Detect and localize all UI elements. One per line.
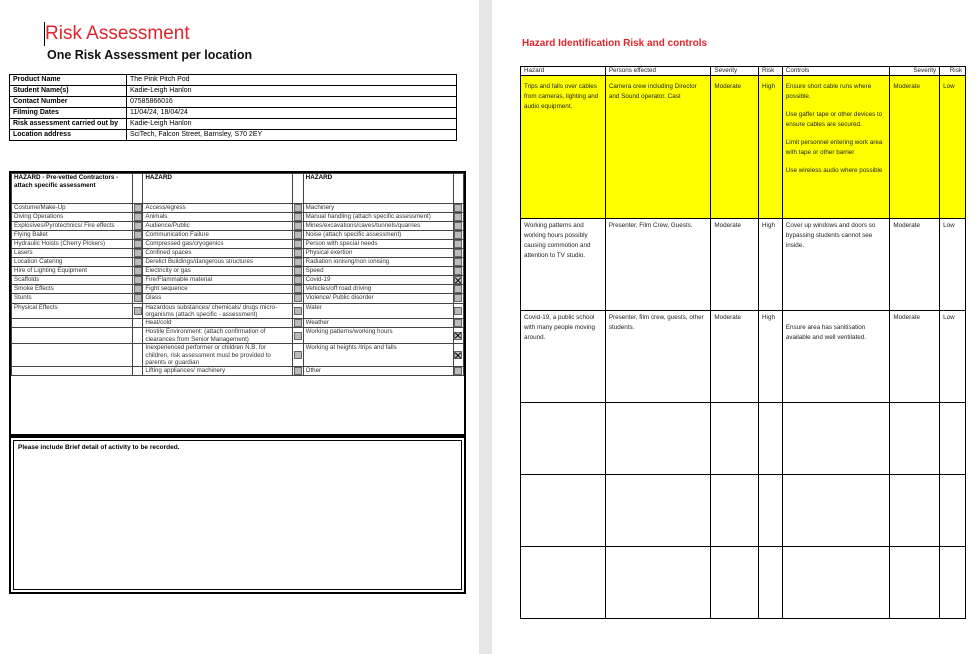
checkbox-cell bbox=[453, 267, 463, 276]
hazard-checkbox[interactable] bbox=[294, 276, 302, 284]
hazard-item bbox=[12, 344, 133, 367]
hazard-row bbox=[12, 240, 464, 249]
checkbox-cell bbox=[293, 249, 303, 258]
empty-cell[interactable] bbox=[605, 475, 711, 547]
info-label: Contact Number bbox=[10, 97, 127, 108]
empty-cell[interactable] bbox=[711, 475, 759, 547]
hazard-checkbox[interactable] bbox=[294, 332, 302, 340]
cell-hazard[interactable] bbox=[521, 219, 606, 311]
cell-hazard[interactable] bbox=[521, 76, 606, 219]
hazard-item: Fire/Flammable material bbox=[143, 276, 293, 285]
checkbox-cell bbox=[293, 294, 303, 303]
hazard-checkbox[interactable] bbox=[294, 351, 302, 359]
info-label: Student Name(s) bbox=[10, 86, 127, 97]
hazard-row bbox=[12, 249, 464, 258]
hazard-checkbox[interactable] bbox=[294, 267, 302, 275]
cell-hazard[interactable] bbox=[521, 311, 606, 403]
checkbox-cell bbox=[133, 213, 143, 222]
hazard-checkbox[interactable] bbox=[134, 267, 142, 275]
risk2-text: Low bbox=[943, 83, 955, 90]
cell-severity2[interactable] bbox=[890, 219, 940, 311]
hazard-checkbox[interactable] bbox=[454, 222, 462, 230]
checkbox-cell bbox=[453, 240, 463, 249]
hazard-item: Weather bbox=[303, 319, 453, 328]
info-label: Risk assessment carried out by bbox=[10, 119, 127, 130]
hazard-item: Working patterns/working hours bbox=[303, 328, 453, 344]
empty-cell[interactable] bbox=[711, 547, 759, 619]
hazard-checkbox[interactable] bbox=[294, 285, 302, 293]
hazard-checkbox[interactable] bbox=[454, 267, 462, 275]
checkbox-cell bbox=[293, 285, 303, 294]
checkbox-cell bbox=[453, 344, 463, 367]
info-row bbox=[10, 97, 457, 108]
column-header: Severity bbox=[890, 67, 940, 76]
empty-cell[interactable] bbox=[940, 547, 966, 619]
empty-row bbox=[521, 547, 966, 619]
hazard-row bbox=[12, 344, 464, 367]
activity-note: Please include Brief detail of activity to be recorded. bbox=[13, 440, 462, 590]
activity-box[interactable] bbox=[9, 436, 466, 594]
hazard-item: Person with special needs bbox=[303, 240, 453, 249]
checkbox-cell bbox=[133, 240, 143, 249]
checkbox-cell bbox=[133, 258, 143, 267]
cell-risk[interactable] bbox=[759, 76, 783, 219]
risk-text: High bbox=[762, 314, 775, 321]
checkbox-cell bbox=[293, 267, 303, 276]
empty-cell[interactable] bbox=[605, 547, 711, 619]
hazard-checkbox[interactable] bbox=[294, 367, 302, 375]
empty-cell[interactable] bbox=[782, 403, 890, 475]
hazard-checkbox[interactable] bbox=[294, 213, 302, 221]
hazard-checkbox[interactable] bbox=[134, 240, 142, 248]
checkbox-cell bbox=[453, 258, 463, 267]
hazard-item: Diving Operations bbox=[12, 213, 133, 222]
hazard-item: Vehicles/off road driving bbox=[303, 285, 453, 294]
hazard-checkbox[interactable] bbox=[454, 307, 462, 315]
controls-table bbox=[520, 66, 966, 619]
cell-severity2[interactable] bbox=[890, 311, 940, 403]
column-header: Severity bbox=[711, 67, 759, 76]
control-item: Cover up windows and doors so bypassing students cannot see inside. bbox=[785, 222, 876, 249]
empty-cell[interactable] bbox=[940, 475, 966, 547]
cell-risk[interactable] bbox=[759, 219, 783, 311]
empty-cell[interactable] bbox=[521, 475, 606, 547]
severity-text: Moderate bbox=[714, 83, 742, 90]
hazard-item: Working at heights /trips and falls bbox=[303, 344, 453, 367]
hazard-checkbox[interactable] bbox=[134, 294, 142, 302]
hazard-header: HAZARD bbox=[143, 174, 293, 204]
hazard-header: HAZARD - Pre-vetted Contractors - attach specific assessment bbox=[12, 174, 133, 204]
column-header: Risk bbox=[940, 67, 966, 76]
hazard-checkbox[interactable] bbox=[294, 319, 302, 327]
checkbox-cell bbox=[453, 222, 463, 231]
hazard-row bbox=[12, 294, 464, 303]
severity2-text: Moderate bbox=[893, 83, 921, 90]
risk-text: High bbox=[762, 83, 775, 90]
column-header: Persons effected bbox=[605, 67, 711, 76]
checkbox-cell bbox=[293, 222, 303, 231]
column-header: Hazard bbox=[521, 67, 606, 76]
hazard-checkbox[interactable] bbox=[294, 294, 302, 302]
checkbox-cell bbox=[133, 328, 143, 344]
empty-cell[interactable] bbox=[605, 403, 711, 475]
hazard-item: Location Catering bbox=[12, 258, 133, 267]
hazard-item: Costume/Make-Up bbox=[12, 204, 133, 213]
hazard-row bbox=[12, 231, 464, 240]
controls-header-row bbox=[521, 67, 966, 76]
empty-cell[interactable] bbox=[890, 403, 940, 475]
hazard-checkbox[interactable] bbox=[294, 249, 302, 257]
hazard-checkbox[interactable] bbox=[454, 276, 462, 284]
info-row bbox=[10, 86, 457, 97]
info-row bbox=[10, 108, 457, 119]
hazard-checkbox[interactable] bbox=[294, 307, 302, 315]
checkbox-cell bbox=[293, 240, 303, 249]
hazard-checkbox[interactable] bbox=[454, 285, 462, 293]
info-value[interactable]: 11/04/24, 18/04/24 bbox=[127, 108, 457, 119]
hazard-item: Compressed gas/cryogenics bbox=[143, 240, 293, 249]
cell-controls[interactable] bbox=[782, 76, 890, 219]
hazard-row bbox=[12, 213, 464, 222]
checkbox-header bbox=[293, 174, 303, 204]
risk2-text: Low bbox=[943, 314, 955, 321]
checkbox-cell bbox=[293, 276, 303, 285]
info-label: Product Name bbox=[10, 75, 127, 86]
hazard-text: Working patterns and working hours possibly causing commotion and attention to TV studio. bbox=[524, 222, 591, 259]
checkbox-cell bbox=[293, 213, 303, 222]
risk2-text: Low bbox=[943, 222, 955, 229]
checkbox-cell bbox=[453, 319, 463, 328]
info-row bbox=[10, 119, 457, 130]
hazard-item: Noise (attach specific assessment) bbox=[303, 231, 453, 240]
hazard-row bbox=[12, 319, 464, 328]
hazard-item: Other bbox=[303, 367, 453, 376]
hazard-item: Flying Ballet bbox=[12, 231, 133, 240]
hazard-item: Radiation ionising/non ionising bbox=[303, 258, 453, 267]
checkbox-cell bbox=[133, 285, 143, 294]
cell-severity[interactable] bbox=[711, 219, 759, 311]
controls-row bbox=[521, 311, 966, 403]
info-value[interactable]: 07585866016 bbox=[127, 97, 457, 108]
cell-controls[interactable] bbox=[782, 311, 890, 403]
info-row bbox=[10, 130, 457, 141]
hazard-item: Stunts bbox=[12, 294, 133, 303]
hazard-header: HAZARD bbox=[303, 174, 453, 204]
column-header: Risk bbox=[759, 67, 783, 76]
checkbox-cell bbox=[453, 294, 463, 303]
hazard-checkbox[interactable] bbox=[454, 213, 462, 221]
checkbox-cell bbox=[133, 204, 143, 213]
hazard-item: Explosives/Pyrotechnics/ Fire effects bbox=[12, 222, 133, 231]
hazard-item: Confined spaces bbox=[143, 249, 293, 258]
hazard-checkbox[interactable] bbox=[454, 249, 462, 257]
page-left bbox=[0, 0, 479, 654]
cell-severity2[interactable] bbox=[890, 76, 940, 219]
checkbox-cell bbox=[133, 344, 143, 367]
hazard-checkbox[interactable] bbox=[134, 285, 142, 293]
checkbox-cell bbox=[133, 303, 143, 319]
hazard-item: Manual handling (attach specific assessment) bbox=[303, 213, 453, 222]
checkbox-cell bbox=[133, 319, 143, 328]
hazard-item: Access/egress bbox=[143, 204, 293, 213]
hazard-checkbox[interactable] bbox=[134, 276, 142, 284]
checkbox-cell bbox=[293, 328, 303, 344]
checkbox-cell bbox=[453, 285, 463, 294]
empty-row bbox=[521, 403, 966, 475]
hazard-row bbox=[12, 276, 464, 285]
hazard-row bbox=[12, 303, 464, 319]
checkbox-cell bbox=[293, 231, 303, 240]
hazard-checkbox[interactable] bbox=[294, 240, 302, 248]
hazard-row bbox=[12, 285, 464, 294]
checkbox-cell bbox=[453, 303, 463, 319]
hazard-checkbox[interactable] bbox=[134, 231, 142, 239]
hazard-checkbox[interactable] bbox=[134, 204, 142, 212]
cell-severity[interactable] bbox=[711, 311, 759, 403]
hazard-checkbox[interactable] bbox=[134, 222, 142, 230]
controls-row bbox=[521, 76, 966, 219]
hazard-checkbox[interactable] bbox=[294, 258, 302, 266]
checkbox-header bbox=[133, 174, 143, 204]
hazard-checkbox[interactable] bbox=[454, 204, 462, 212]
info-value[interactable]: Kadie-Leigh Hanlon bbox=[127, 119, 457, 130]
hazard-item: Derelict Buildings/dangerous structures bbox=[143, 258, 293, 267]
cell-severity[interactable] bbox=[711, 76, 759, 219]
severity-text: Moderate bbox=[714, 222, 742, 229]
checkbox-cell bbox=[453, 367, 463, 376]
info-row bbox=[10, 75, 457, 86]
checkbox-cell bbox=[453, 213, 463, 222]
page-right bbox=[492, 0, 979, 654]
persons-text: Presenter, Film Crew, Guests. bbox=[608, 222, 693, 229]
hazard-item bbox=[12, 367, 133, 376]
persons-text: Presenter, film crew, guests, other students. bbox=[608, 314, 704, 331]
hazard-row bbox=[12, 204, 464, 213]
hazard-checkbox[interactable] bbox=[454, 294, 462, 302]
hazard-item: Physical exertion bbox=[303, 249, 453, 258]
hazard-item: Smoke Effects bbox=[12, 285, 133, 294]
checkbox-cell bbox=[133, 294, 143, 303]
hazard-checkbox[interactable] bbox=[454, 231, 462, 239]
hazard-item: Hostile Environment: (attach confirmation of clearances from Senior Management) bbox=[143, 328, 293, 344]
info-value[interactable]: The Pink Pitch Pod bbox=[127, 75, 457, 86]
empty-cell[interactable] bbox=[759, 403, 783, 475]
hazard-row bbox=[12, 258, 464, 267]
column-header: Controls bbox=[782, 67, 890, 76]
empty-cell[interactable] bbox=[521, 403, 606, 475]
checkbox-cell bbox=[293, 367, 303, 376]
hazard-item: Animals bbox=[143, 213, 293, 222]
empty-cell[interactable] bbox=[890, 475, 940, 547]
hazard-item: Lasers bbox=[12, 249, 133, 258]
control-item: Use gaffer tape or other devices to ensure cables are secured. bbox=[785, 111, 883, 128]
control-item: Use wireless audio where possible bbox=[785, 167, 883, 174]
document-title: Risk Assessment bbox=[45, 23, 190, 44]
hazard-item: Violence/ Public disorder bbox=[303, 294, 453, 303]
checkbox-header bbox=[453, 174, 463, 204]
info-value[interactable]: SciTech, Falcon Street, Barnsley, S70 2EY bbox=[127, 130, 457, 141]
hazard-text: Trips and falls over cables from cameras, lighting and audio equipment. bbox=[524, 83, 599, 110]
control-item: Ensure short cable runs where possible. bbox=[785, 83, 872, 100]
hazard-checkbox[interactable] bbox=[134, 258, 142, 266]
checkbox-cell bbox=[453, 204, 463, 213]
checkbox-cell bbox=[293, 204, 303, 213]
checkbox-cell bbox=[133, 267, 143, 276]
hazard-row bbox=[12, 267, 464, 276]
severity-text: Moderate bbox=[714, 314, 742, 321]
hazard-item: Electricity or gas bbox=[143, 267, 293, 276]
hazard-checkbox[interactable] bbox=[294, 204, 302, 212]
hazard-row bbox=[12, 328, 464, 344]
checkbox-cell bbox=[293, 319, 303, 328]
cell-risk2[interactable] bbox=[940, 76, 966, 219]
hazard-item: Hire of Lighting Equipment bbox=[12, 267, 133, 276]
checkbox-cell bbox=[133, 249, 143, 258]
controls-title: Hazard Identification Risk and controls bbox=[522, 38, 708, 49]
hazard-item: Speed bbox=[303, 267, 453, 276]
cell-persons[interactable] bbox=[605, 76, 711, 219]
hazard-item bbox=[12, 319, 133, 328]
controls-row bbox=[521, 219, 966, 311]
hazard-item: Lifting appliances/ machinery bbox=[143, 367, 293, 376]
hazard-item: Glass bbox=[143, 294, 293, 303]
empty-row bbox=[521, 475, 966, 547]
hazard-item: Fight sequence bbox=[143, 285, 293, 294]
empty-cell[interactable] bbox=[711, 403, 759, 475]
empty-cell[interactable] bbox=[782, 475, 890, 547]
hazard-item: Scaffolds bbox=[12, 276, 133, 285]
hazard-item: Communication Failure bbox=[143, 231, 293, 240]
checkbox-cell bbox=[453, 249, 463, 258]
hazard-item: Heat/cold bbox=[143, 319, 293, 328]
hazard-item: Inexperienced performer or children N.B. for children, risk assessment must be provided to parents or guardian bbox=[143, 344, 293, 367]
hazard-checkbox[interactable] bbox=[454, 319, 462, 327]
hazard-header-row bbox=[12, 174, 464, 204]
hazard-checklist bbox=[9, 171, 466, 436]
info-label: Location address bbox=[10, 130, 127, 141]
hazard-item: Hazardous substances/ chemicals/ drugs micro-organisms (attach specific - assessment) bbox=[143, 303, 293, 319]
hazard-item: Physical Effects bbox=[12, 303, 133, 319]
checkbox-cell bbox=[293, 258, 303, 267]
document-subtitle: One Risk Assessment per location bbox=[47, 48, 253, 62]
info-value[interactable]: Kadie-Leigh Hanlon bbox=[127, 86, 457, 97]
hazard-item bbox=[12, 328, 133, 344]
control-item: Limit personnel entering work area with tape or other barrier bbox=[785, 139, 883, 156]
info-label: Filming Dates bbox=[10, 108, 127, 119]
hazard-item: Covid-19 bbox=[303, 276, 453, 285]
hazard-item: Hydraulic Hoists (Cherry Pickers) bbox=[12, 240, 133, 249]
empty-cell[interactable] bbox=[782, 547, 890, 619]
risk-text: High bbox=[762, 222, 775, 229]
checkbox-cell bbox=[453, 276, 463, 285]
checkbox-cell bbox=[453, 328, 463, 344]
cell-controls[interactable] bbox=[782, 219, 890, 311]
checkbox-cell bbox=[133, 231, 143, 240]
hazard-row bbox=[12, 367, 464, 376]
empty-cell[interactable] bbox=[890, 547, 940, 619]
hazard-item: Audience/Public bbox=[143, 222, 293, 231]
empty-cell[interactable] bbox=[940, 403, 966, 475]
checkbox-cell bbox=[293, 303, 303, 319]
cell-persons[interactable] bbox=[605, 311, 711, 403]
hazard-checkbox[interactable] bbox=[134, 249, 142, 257]
cell-risk2[interactable] bbox=[940, 311, 966, 403]
hazard-checkbox[interactable] bbox=[454, 258, 462, 266]
hazard-checkbox[interactable] bbox=[294, 231, 302, 239]
checkbox-cell bbox=[133, 222, 143, 231]
hazard-checkbox[interactable] bbox=[294, 222, 302, 230]
hazard-checkbox[interactable] bbox=[454, 367, 462, 375]
empty-cell[interactable] bbox=[759, 547, 783, 619]
hazard-item: Mines/excavations/caves/tunnels/quarries bbox=[303, 222, 453, 231]
hazard-row bbox=[12, 222, 464, 231]
hazard-checkbox[interactable] bbox=[454, 351, 462, 359]
checkbox-cell bbox=[293, 344, 303, 367]
persons-text: Camera crew including Director and Sound operator. Cast bbox=[608, 83, 697, 100]
hazard-text: Covid-19, a public school with many people moving around. bbox=[524, 314, 596, 341]
info-table bbox=[9, 74, 457, 141]
severity2-text: Moderate bbox=[893, 314, 921, 321]
hazard-item: Machinery bbox=[303, 204, 453, 213]
hazard-checkbox[interactable] bbox=[134, 307, 142, 315]
checkbox-cell bbox=[133, 367, 143, 376]
checkbox-cell bbox=[453, 231, 463, 240]
hazard-checkbox[interactable] bbox=[454, 240, 462, 248]
cell-risk[interactable] bbox=[759, 311, 783, 403]
control-item: Ensure area has sanitisation available and well ventilated. bbox=[785, 324, 866, 341]
severity2-text: Moderate bbox=[893, 222, 921, 229]
empty-cell[interactable] bbox=[521, 547, 606, 619]
hazard-item: Water bbox=[303, 303, 453, 319]
cell-persons[interactable] bbox=[605, 219, 711, 311]
cell-risk2[interactable] bbox=[940, 219, 966, 311]
checkbox-cell bbox=[133, 276, 143, 285]
empty-cell[interactable] bbox=[759, 475, 783, 547]
hazard-checkbox[interactable] bbox=[454, 332, 462, 340]
hazard-checkbox[interactable] bbox=[134, 213, 142, 221]
